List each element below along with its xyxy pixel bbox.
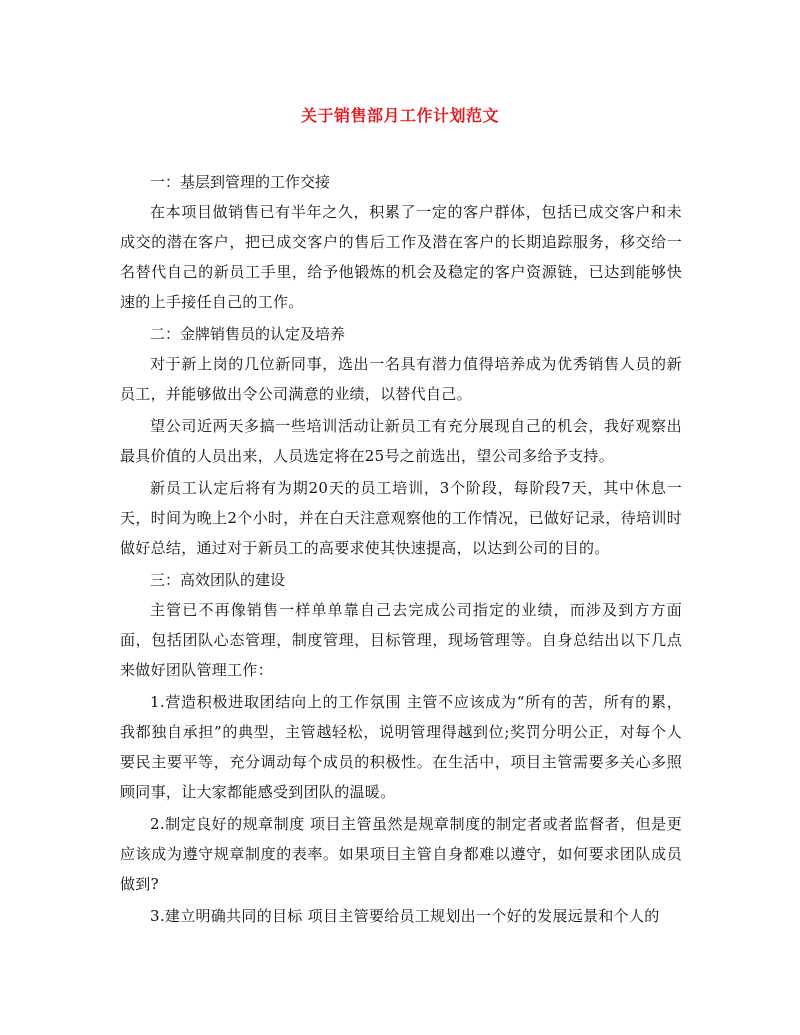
paragraph-handover: 在本项目做销售已有半年之久，积累了一定的客户群体，包括已成交客户和未成交的潜在客户，把已成交客户的售后工作及潜在客户的长期追踪服务，移交给一名替代自己的新员工手里，给予他锻炼的机会及稳定的客户资源链，已达到能够快速的上手接任自己的工作。	[120, 203, 682, 311]
list-item-1: 1.营造积极进取团结向上的工作氛围 主管不应该成为“所有的苦，所有的累，我都独自承担”的典型，主管越轻松，说明管理得越到位;奖罚分明公正，对每个人要民主要平等，充分调动每个成员的积极性。在生活中，项目主管需要多关心多照顾同事，让大家都能感受到团队的温暖。	[120, 693, 682, 801]
document-title: 关于销售部月工作计划范文	[300, 106, 499, 125]
paragraph-team-management: 主管已不再像销售一样单单靠自己去完成公司指定的业绩，而涉及到方方面面，包括团队心态管理，制度管理，目标管理，现场管理等。自身总结出以下几点来做好团队管理工作：	[120, 601, 682, 679]
section-heading-3: 三：高效团队的建设	[150, 571, 286, 589]
section-heading-2: 二：金牌销售员的认定及培养	[150, 325, 346, 343]
list-item-3: 3.建立明确共同的目标 项目主管要给员工规划出一个好的发展远景和个人的	[150, 907, 660, 925]
document-body	[120, 167, 682, 931]
section-heading-1: 一：基层到管理的工作交接	[150, 173, 331, 191]
paragraph-training-activities: 望公司近两天多搞一些培训活动让新员工有充分展现自己的机会，我好观察出最具价值的人员出来，人员选定将在25号之前选出，望公司多给予支持。	[120, 417, 682, 465]
paragraph-training-schedule: 新员工认定后将有为期20天的员工培训，3个阶段，每阶段7天，其中休息一天，时间为晚上2个小时，并在白天注意观察他的工作情况，已做好记录，待培训时做好总结，通过对于新员工的高要求使其快速提高，以达到公司的目的。	[120, 479, 682, 557]
paragraph-select-new-staff: 对于新上岗的几位新同事，选出一名具有潜力值得培养成为优秀销售人员的新员工，并能够做出令公司满意的业绩，以替代自己。	[120, 355, 682, 403]
list-item-2: 2.制定良好的规章制度 项目主管虽然是规章制度的制定者或者监督者，但是更应该成为遵守规章制度的表率。如果项目主管自身都难以遵守，如何要求团队成员做到?	[120, 815, 682, 893]
